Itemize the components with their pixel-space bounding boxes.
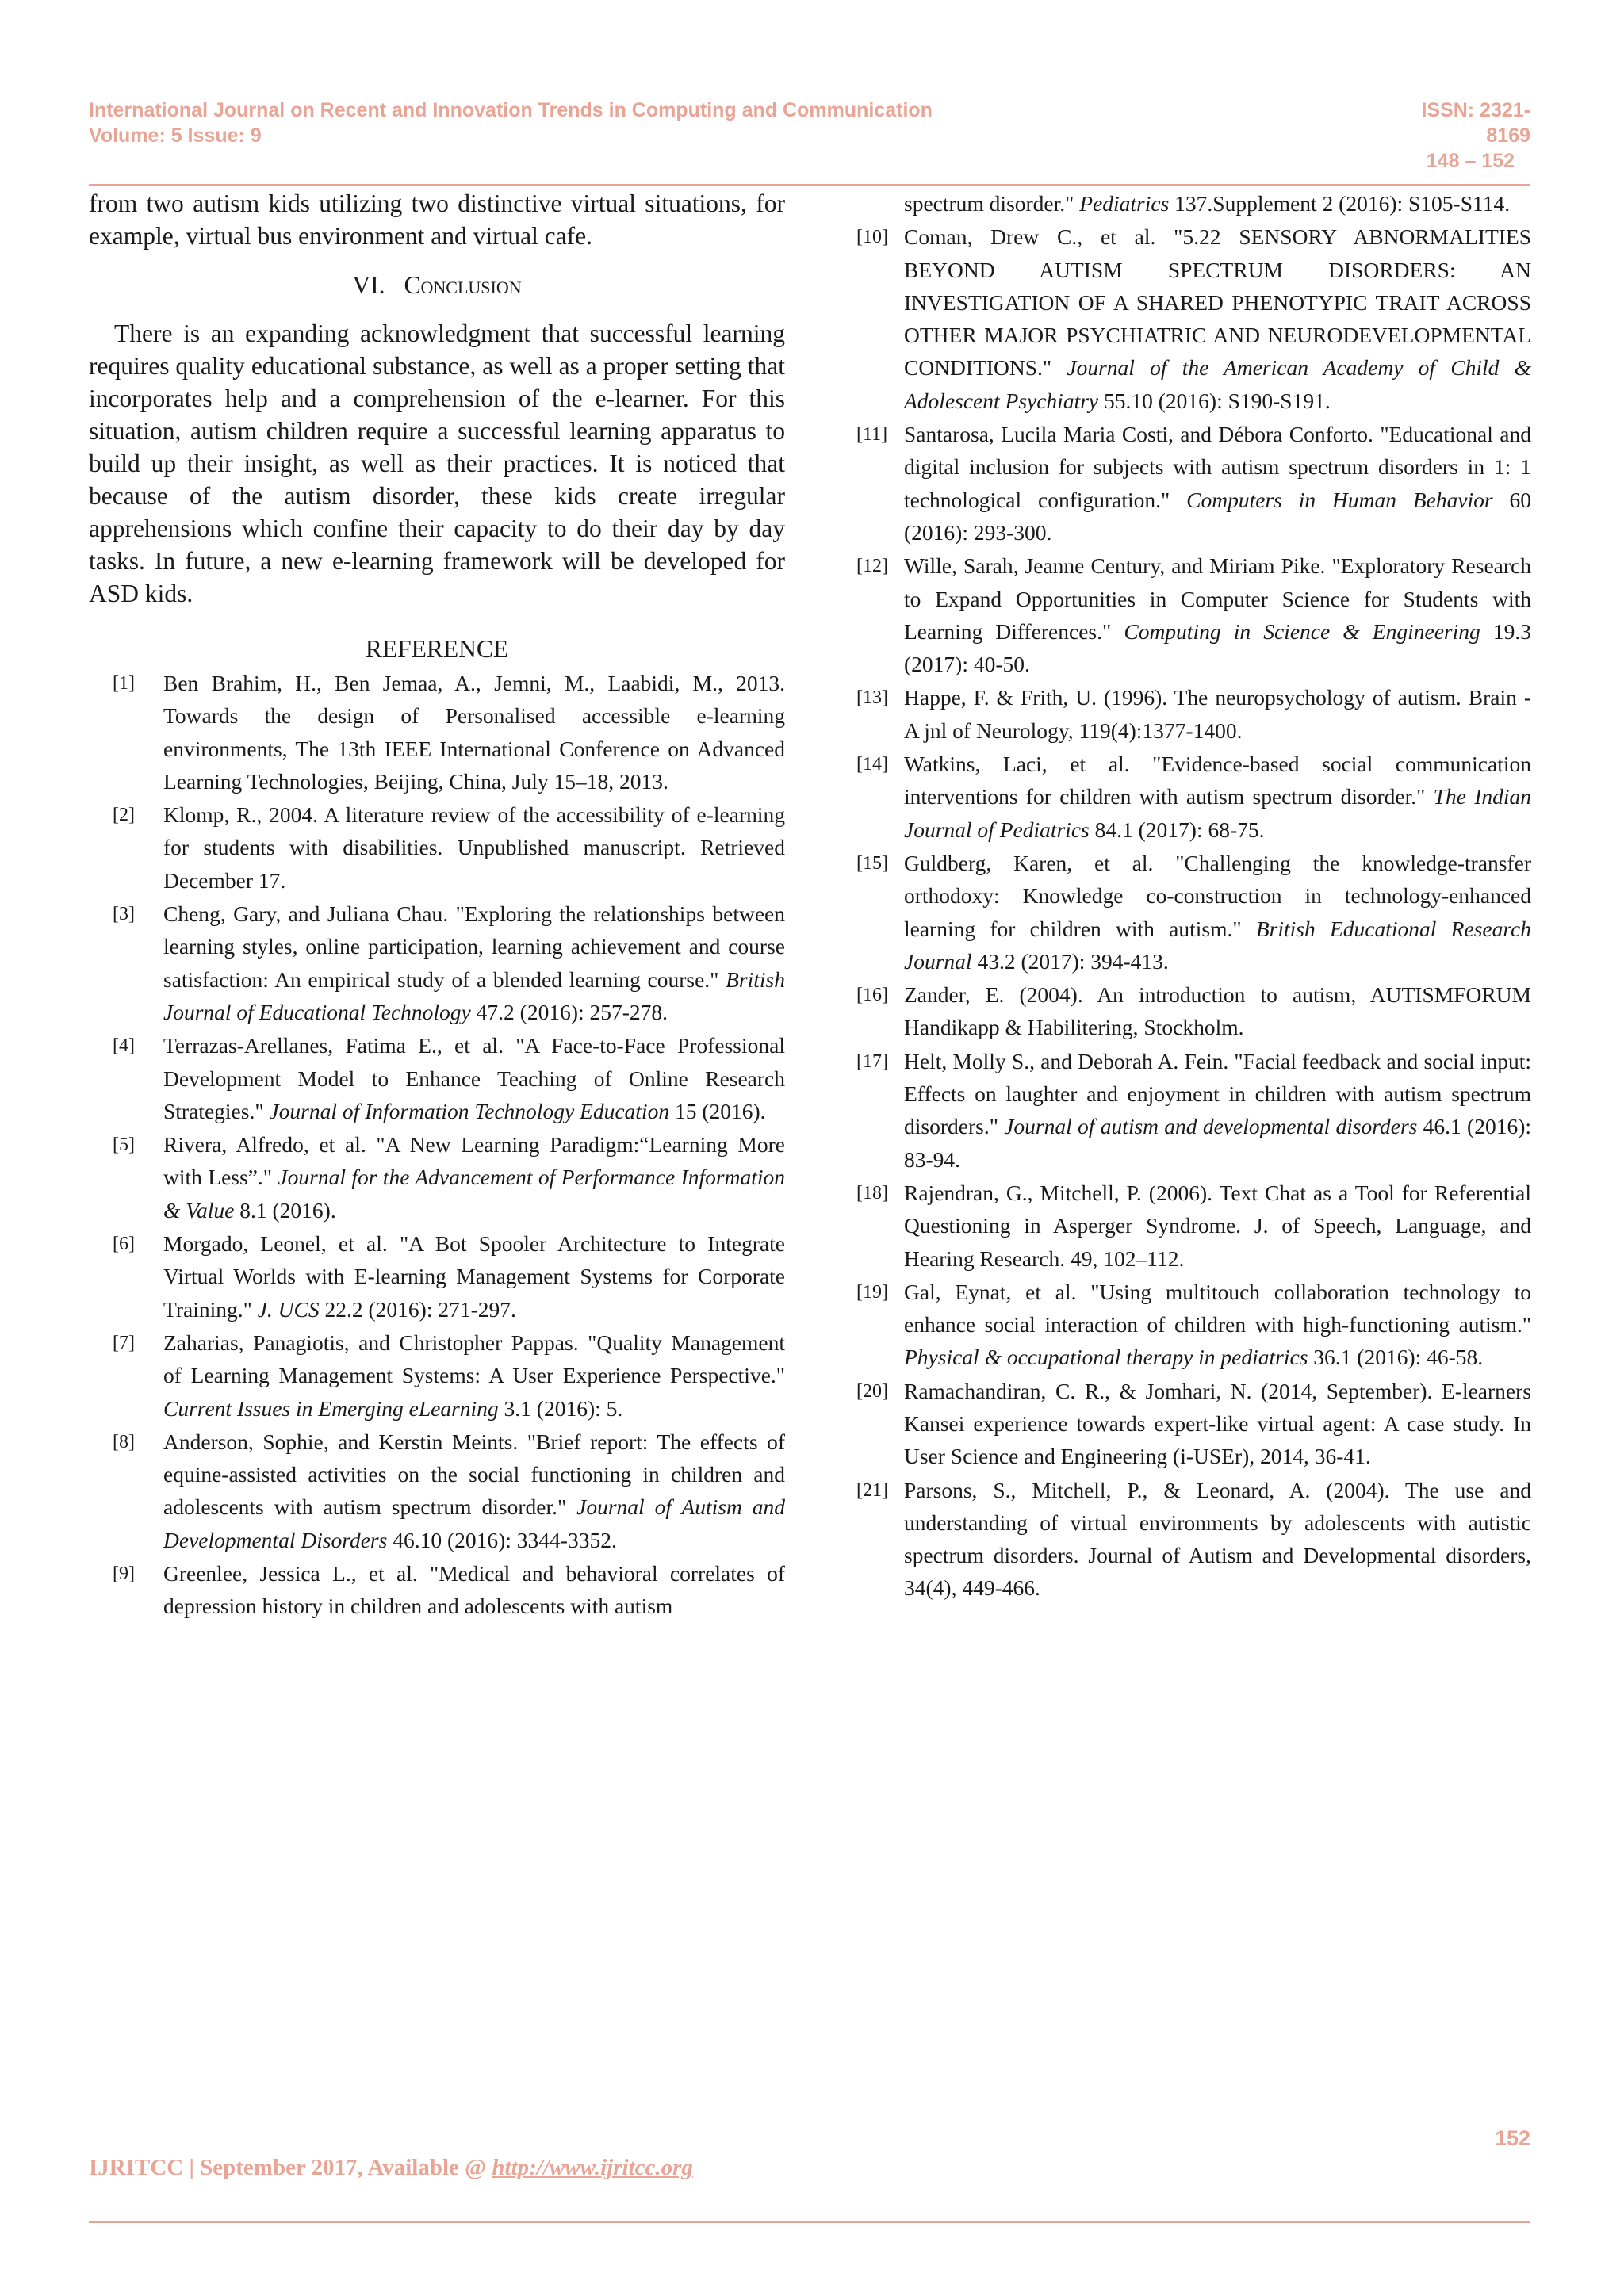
reference-source: Journal for the Advancement of Performance Information & Value xyxy=(163,1165,785,1223)
reference-details: 43.2 (2017): 394-413. xyxy=(971,948,1169,974)
reference-number: [2] xyxy=(113,805,135,826)
reference-item xyxy=(89,1326,785,1425)
reference-number: [8] xyxy=(113,1431,135,1452)
reference-details: 15 (2016). xyxy=(669,1098,766,1123)
footer-note xyxy=(89,2155,693,2181)
reference-source: Journal of the American Academy of Child & Adolescent Psychiatry xyxy=(904,355,1531,413)
reference-details: 46.1 (2016): 83-94. xyxy=(904,1114,1531,1172)
reference-text: Ramachandiran, C. R., & Jomhari, N. (2014, September). E-learners Kansei experience towards expert-like virtual agent: A case study. In User Science and Engineering (i-USEr), 2014, 36-41. xyxy=(904,1378,1531,1469)
reference-text: spectrum disorder." xyxy=(904,191,1080,216)
reference-text: Rajendran, G., Mitchell, P. (2006). Text Chat as a Tool for Referential Questioning in Asperger Syndrome. J. of Speech, Language, and Hearing Research. 49, 102–112. xyxy=(904,1180,1531,1271)
reference-item xyxy=(89,1557,785,1623)
left-column xyxy=(89,187,785,1624)
reference-details: 47.2 (2016): 257-278. xyxy=(470,999,668,1024)
reference-text: Terrazas-Arellanes, Fatima E., et al. "A Face-to-Face Professional Development Model to Enhance Teaching of Online Research Strategies." xyxy=(163,1033,785,1123)
reference-details: 137.Supplement 2 (2016): S105-S114. xyxy=(1169,191,1511,216)
reference-item xyxy=(856,847,1531,978)
reference-text: Klomp, R., 2004. A literature review of the accessibility of e-learning for students with disabilities. Unpublished manuscript. Retrieved December 17. xyxy=(163,802,785,893)
reference-details: 84.1 (2017): 68-75. xyxy=(1089,817,1265,842)
conclusion-heading xyxy=(89,270,785,301)
reference-number: [4] xyxy=(113,1035,135,1057)
reference-source: Current Issues in Emerging eLearning xyxy=(163,1395,499,1421)
volume-issue: Volume: 5 Issue: 9 xyxy=(89,124,262,147)
reference-number: [16] xyxy=(856,985,888,1006)
reference-item xyxy=(856,418,1531,549)
reference-source: Physical & occupational therapy in pediatrics xyxy=(904,1345,1308,1370)
running-header-left xyxy=(89,98,933,148)
reference-item xyxy=(89,897,785,1028)
reference-source: British Educational Research Journal xyxy=(904,916,1531,974)
reference-item xyxy=(89,1128,785,1226)
footer-rule xyxy=(89,2221,1530,2223)
reference-text: Happe, F. & Frith, U. (1996). The neuropsychology of autism. Brain - A jnl of Neurology, 119(4):1377-1400. xyxy=(904,685,1531,743)
reference-text: Watkins, Laci, et al. "Evidence-based social communication interventions for children with autism spectrum disorder." xyxy=(904,752,1531,809)
reference-source: Journal of autism and developmental disorders xyxy=(1004,1114,1418,1139)
reference-number: [17] xyxy=(856,1050,888,1072)
page-number: 152 xyxy=(1494,2126,1530,2150)
reference-text: Morgado, Leonel, et al. "A Bot Spooler Architecture to Integrate Virtual Worlds with E-learning Management Systems for Corporate Training." xyxy=(163,1231,785,1322)
reference-number: [7] xyxy=(113,1332,135,1353)
reference-text: Coman, Drew C., et al. "5.22 SENSORY ABNORMALITIES BEYOND AUTISM SPECTRUM DISORDERS: AN INVESTIGATION OF A SHARED PHENOTYPIC TRAIT ACROSS OTHER MAJOR PSYCHIATRIC AND NEURODEVELOPMENTAL CONDITIONS." xyxy=(904,224,1531,381)
reference-item xyxy=(89,1227,785,1326)
reference-number: [21] xyxy=(856,1479,888,1501)
header-rule xyxy=(89,184,1530,186)
reference-text: Wille, Sarah, Jeanne Century, and Miriam Pike. "Exploratory Research to Expand Opportunities in Computer Science for Students with Learning Differences." xyxy=(904,553,1531,644)
reference-number: [14] xyxy=(856,754,888,775)
reference-item xyxy=(89,667,785,798)
reference-source: Journal of Autism and Developmental Disorders xyxy=(163,1494,785,1552)
running-header-right xyxy=(1384,98,1530,174)
reference-number: [19] xyxy=(856,1281,888,1303)
reference-item xyxy=(856,1177,1531,1275)
reference-text: Helt, Molly S., and Deborah A. Fein. "Facial feedback and social input: Effects on laughter and enjoyment in children with autism spectrum disorders." xyxy=(904,1048,1531,1139)
reference-text: Rivera, Alfredo, et al. "A New Learning Paradigm:“Learning More with Less”." xyxy=(163,1132,785,1190)
conclusion-paragraph: There is an expanding acknowledgment that successful learning requires quality educational substance, as well as a proper setting that incorporates help and a comprehension of the e-learner. For this situation, autism children require a successful learning apparatus to build up their insight, as well as their practices. It is noticed that because of the autism disorder, these kids create irregular apprehensions which confine their capacity to do their day by day tasks. In future, a new e-learning framework will be developed for ASD kids. xyxy=(89,320,785,607)
page-range: 148 – 152 xyxy=(1426,150,1515,172)
reference-text: Greenlee, Jessica L., et al. "Medical and behavioral correlates of depression history in children and adolescents with autism xyxy=(163,1561,785,1619)
footer-label: IJRITCC | September 2017, Available @ xyxy=(89,2155,492,2180)
journal-website-link[interactable]: http://www.ijritcc.org xyxy=(492,2155,693,2180)
reference-number: [6] xyxy=(113,1234,135,1255)
references-heading: REFERENCE xyxy=(365,635,509,663)
reference-item xyxy=(856,1375,1531,1473)
reference-number: [12] xyxy=(856,556,888,577)
reference-item xyxy=(856,748,1531,846)
reference-list-left xyxy=(89,667,785,1623)
reference-number: [9] xyxy=(113,1563,135,1585)
reference-item xyxy=(856,549,1531,680)
reference-text: Cheng, Gary, and Juliana Chau. "Exploring the relationships between learning styles, online participation, learning achievement and course satisfaction: An empirical study of a blended learning course." xyxy=(163,901,785,992)
reference-source: Journal of Information Technology Education xyxy=(269,1098,670,1123)
reference-number: [5] xyxy=(113,1135,135,1156)
reference-source: Pediatrics xyxy=(1079,191,1170,216)
reference-item xyxy=(89,798,785,897)
reference-details: 55.10 (2016): S190-S191. xyxy=(1098,388,1331,413)
reference-number: [18] xyxy=(856,1182,888,1203)
reference-item xyxy=(89,1425,785,1556)
reference-details: 36.1 (2016): 46-58. xyxy=(1308,1345,1484,1370)
reference-number: [15] xyxy=(856,852,888,874)
reference-source: The Indian Journal of Pediatrics xyxy=(904,784,1531,842)
intro-paragraph: from two autism kids utilizing two distinctive virtual situations, for example, virtual bus environment and virtual cafe. xyxy=(89,189,785,250)
reference-text: Anderson, Sophie, and Kerstin Meints. "Brief report: The effects of equine-assisted activities on the social functioning in children and adolescents with autism spectrum disorder." xyxy=(163,1429,785,1520)
reference-text: Zander, E. (2004). An introduction to autism, AUTISMFORUM Handikapp & Habilitering, Stockholm. xyxy=(904,982,1531,1040)
reference-text: Santarosa, Lucila Maria Costi, and Débora Conforto. "Educational and digital inclusion for subjects with autism spectrum disorders in 1: 1 technological configuration." xyxy=(904,422,1531,512)
reference-number: [3] xyxy=(113,904,135,925)
reference-number: [20] xyxy=(856,1380,888,1402)
reference-item xyxy=(856,220,1531,417)
reference-number: [13] xyxy=(856,687,888,709)
reference-text: Ben Brahim, H., Ben Jemaa, A., Jemni, M., Laabidi, M., 2013. Towards the design of Personalised accessible e-learning environments, The 13th IEEE International Conference on Advanced Learning Technologies, Beijing, China, July 15–18, 2013. xyxy=(163,671,785,794)
reference-text: Guldberg, Karen, et al. "Challenging the knowledge-transfer orthodoxy: Knowledge co-construction in technology-enhanced learning for children with autism." xyxy=(904,850,1531,941)
reference-number: [11] xyxy=(856,424,888,446)
reference-text: Gal, Eynat, et al. "Using multitouch collaboration technology to enhance social interaction of children with high-functioning autism." xyxy=(904,1279,1531,1337)
reference-number: [1] xyxy=(113,673,135,694)
journal-name: International Journal on Recent and Innovation Trends in Computing and Communication xyxy=(89,99,933,121)
reference-item xyxy=(856,1045,1531,1176)
reference-details: 22.2 (2016): 271-297. xyxy=(319,1296,516,1322)
issn: ISSN: 2321-8169 xyxy=(1421,99,1530,147)
reference-source: Computing in Science & Engineering xyxy=(1124,618,1480,644)
reference-item xyxy=(856,681,1531,747)
reference-item xyxy=(856,1276,1531,1374)
reference-details: 3.1 (2016): 5. xyxy=(498,1395,623,1421)
right-column xyxy=(856,187,1531,1605)
reference-details: 8.1 (2016). xyxy=(234,1197,336,1223)
reference-item xyxy=(89,1029,785,1127)
reference-details: 60 (2016): 293-300. xyxy=(904,487,1531,545)
reference-text: Zaharias, Panagiotis, and Christopher Pappas. "Quality Management of Learning Management Systems: A User Experience Perspective." xyxy=(163,1330,785,1388)
reference-number: [10] xyxy=(856,227,888,248)
reference-text: Parsons, S., Mitchell, P., & Leonard, A. (2004). The use and understanding of virtual environments by adolescents with autistic spectrum disorders. Journal of Autism and Developmental disorders, 34(4), 449-466. xyxy=(904,1477,1531,1601)
reference-source: British Journal of Educational Technology xyxy=(163,966,785,1024)
section-number: VI. xyxy=(352,271,385,299)
reference-details: 19.3 (2017): 40-50. xyxy=(904,618,1532,677)
reference-source: J. UCS xyxy=(257,1296,320,1322)
reference-details: 46.10 (2016): 3344-3352. xyxy=(387,1527,617,1552)
reference-source: Computers in Human Behavior xyxy=(1186,487,1493,512)
section-title: Conclusion xyxy=(404,271,522,299)
reference-item xyxy=(856,978,1531,1044)
reference-item xyxy=(856,1474,1531,1605)
reference-continuation xyxy=(856,187,1531,220)
